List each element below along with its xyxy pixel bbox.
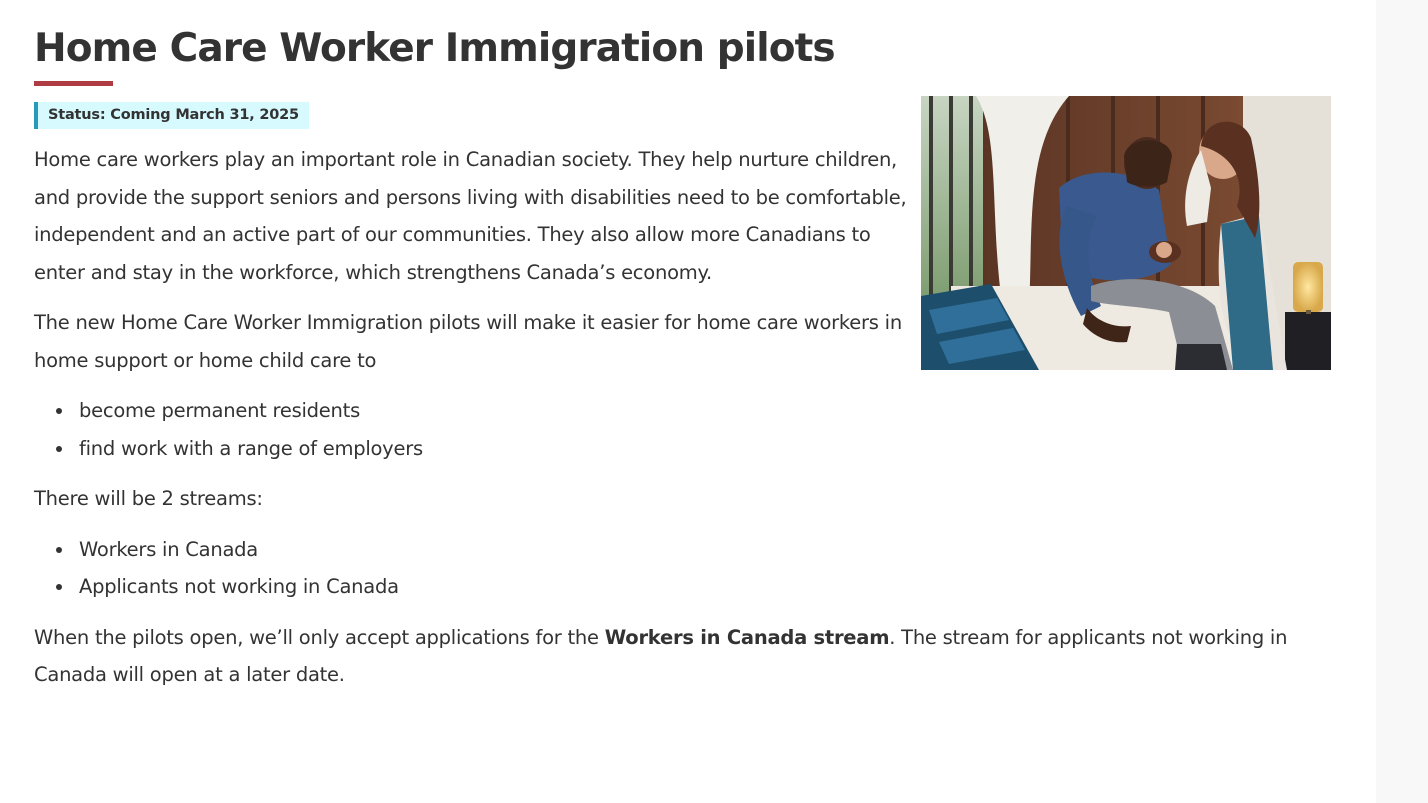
list-item-text: become permanent residents <box>79 399 360 422</box>
list-item <box>34 531 1334 569</box>
benefits-list <box>34 392 1334 467</box>
pilot-description: The new Home Care Worker Immigration pilots will make it easier for home care workers in home support or home child care to <box>34 311 902 372</box>
list-item <box>34 392 1334 430</box>
list-item-text: Applicants not working in Canada <box>79 575 399 598</box>
list-item-text: Workers in Canada <box>79 537 258 561</box>
closing-text-end: . The stream for applicants not working in Canada will open at a later date. <box>34 625 1288 686</box>
list-item <box>34 568 1334 606</box>
scrollbar-track[interactable] <box>1376 0 1428 803</box>
bullet-icon <box>56 547 62 553</box>
bullet-icon <box>56 584 62 590</box>
bullet-icon <box>56 408 62 414</box>
intro-paragraph: Home care workers play an important role in Canadian society. They help nurture children, and provide the support seniors and persons living with disabilities need to be comfortable, independent and an active part of our communities. They also allow more Canadians to enter and stay in the workforce, which strengthens Canada’s economy. <box>34 148 907 284</box>
list-item-text: find work with a range of employers <box>79 436 423 460</box>
bullet-icon <box>56 446 62 452</box>
streams-intro: There will be 2 streams: <box>34 487 263 510</box>
streams-list <box>34 531 1334 606</box>
list-item <box>34 430 1334 468</box>
page-title: Home Care Worker Immigration pilots <box>34 26 835 71</box>
caregiver-photo <box>921 96 1331 370</box>
status-badge: Status: Coming March 31, 2025 <box>34 102 309 129</box>
workers-in-canada-emphasis: Workers in Canada stream <box>604 625 890 649</box>
title-underline <box>34 81 113 86</box>
closing-text-start: When the pilots open, we’ll only accept applications for the <box>34 625 605 649</box>
closing-paragraph <box>34 619 1324 694</box>
